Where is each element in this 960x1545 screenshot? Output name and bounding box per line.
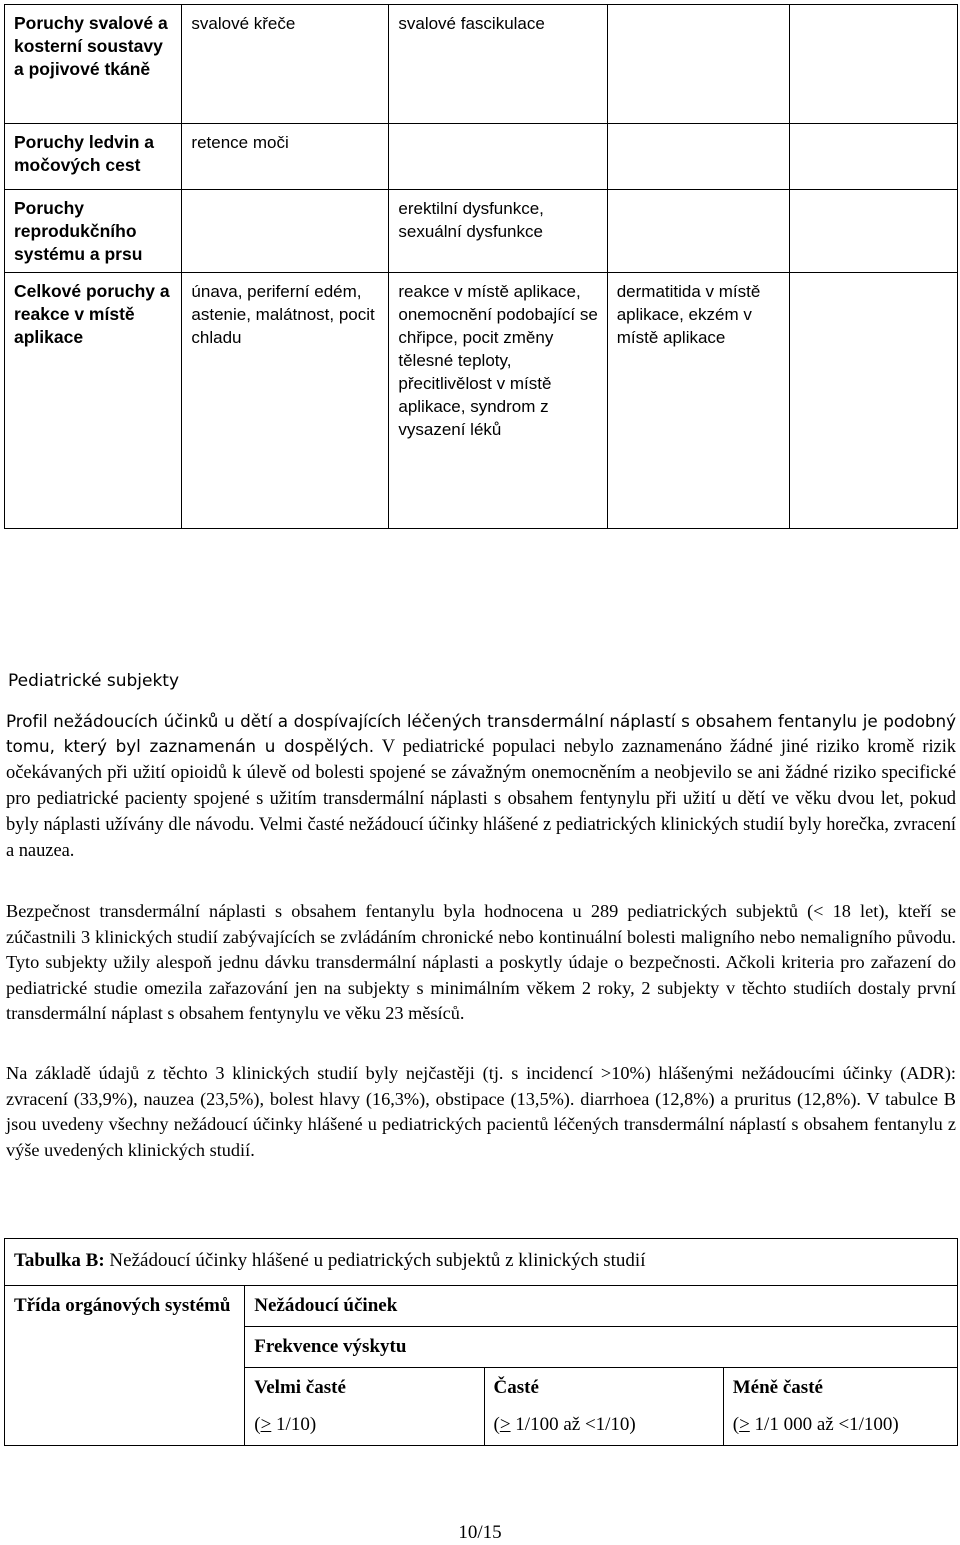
uncommon-cell: reakce v místě aplikace, onemocnění podobající se chřipce, pocit změny tělesné teploty, přecitlivělost v místě aplikace, syndrom z vysazení léků: [389, 273, 607, 529]
common-cell: [182, 190, 389, 273]
paragraph-pediatric-profile: [6, 709, 956, 864]
table-row: [5, 273, 958, 529]
table-header-row: [5, 1286, 958, 1327]
common-cell: únava, periferní edém, astenie, malátnost, pocit chladu: [182, 273, 389, 529]
frequency-column-header: [245, 1368, 484, 1446]
table-b: [4, 1238, 958, 1446]
common-cell: svalové křeče: [182, 5, 389, 124]
table-row: [5, 5, 958, 124]
rare-cell: [607, 5, 789, 124]
common-cell: retence moči: [182, 124, 389, 190]
frequency-range-text: 1/10): [271, 1414, 317, 1435]
table-caption-label: Tabulka B:: [14, 1250, 105, 1271]
frequency-label: Velmi časté: [254, 1377, 346, 1398]
organ-class-cell: Poruchy svalové a kosterní soustavy a pojivové tkáně: [5, 5, 182, 124]
organ-class-header: Třída orgánových systémů: [5, 1286, 245, 1446]
frequency-range-text: 1/100 až <1/10): [510, 1414, 636, 1435]
paragraph-part: Profil nežádoucích účinků u dětí a dospívajících léčených transdermální náplastí s obsahem fentanylu je podobný tomu, který byl zaznamenán u dospělých.: [6, 711, 956, 756]
table-row: [5, 190, 958, 273]
frequency-range-text: 1/1 000 až <1/100): [749, 1414, 899, 1435]
rare-cell: [607, 190, 789, 273]
organ-class-cell: Celkové poruchy a reakce v místě aplikace: [5, 273, 182, 529]
organ-class-cell: Poruchy reprodukčního systému a prsu: [5, 190, 182, 273]
paragraph-part: V pediatrické populaci nebylo zaznamenáno žádné jiné riziko kromě rizik očekávaných při užití opioidů k úlevě od bolesti spojené se závažným onemocněním a neobjevilo se ani žádné riziko specifické pro pediatrické pacienty spojené s užitím transdermální náplasti s obsahem fentynylu při užití u dětí ve věku dvou let, pokud byly náplasti užívány dle návodu.: [6, 737, 957, 835]
frequency-label: Časté: [493, 1377, 539, 1398]
adverse-effects-table-continued: [4, 4, 958, 529]
unknown-cell: [789, 190, 957, 273]
frequency-column-header: [723, 1368, 957, 1446]
organ-class-cell: Poruchy ledvin a močových cest: [5, 124, 182, 190]
ge-symbol: >: [260, 1414, 272, 1435]
adr-header: Nežádoucí účinek: [245, 1286, 958, 1327]
ge-symbol: >: [499, 1414, 511, 1435]
table-row: [5, 124, 958, 190]
uncommon-cell: [389, 124, 607, 190]
frequency-range: (> 1/10): [254, 1414, 317, 1435]
table-caption: [5, 1239, 958, 1286]
frequency-range: (> 1/1 000 až <1/100): [732, 1414, 899, 1435]
page-number: 10/15: [458, 1522, 502, 1543]
frequency-range: (> 1/100 až <1/10): [493, 1414, 636, 1435]
frequency-header: Frekvence výskytu: [245, 1327, 958, 1368]
paragraph-adr-summary: Na základě údajů z těchto 3 klinických studií byly nejčastěji (tj. s incidencí >10%) hlášenými nežádoucími účinky (ADR): zvracení (33,9%), nauzea (23,5%), bolest hlavy (16,3%), obstipace (13,5%). diarrhoea (12,8%) a pruritus (12,8%). V tabulce B jsou uvedeny všechny nežádoucí účinky hlášené u pediatrických pacientů léčených transdermální náplastí s obsahem fentanylu z výše uvedených klinických studií.: [6, 1063, 956, 1160]
frequency-column-header: [484, 1368, 723, 1446]
frequency-label: Méně časté: [732, 1377, 823, 1398]
table-caption-row: [5, 1239, 958, 1286]
unknown-cell: [789, 124, 957, 190]
unknown-cell: [789, 273, 957, 529]
rare-cell: dermatitida v místě aplikace, ekzém v místě aplikace: [607, 273, 789, 529]
ge-symbol: >: [739, 1414, 750, 1435]
uncommon-cell: svalové fascikulace: [389, 5, 607, 124]
uncommon-cell: erektilní dysfunkce, sexuální dysfunkce: [389, 190, 607, 273]
paragraph-part: Velmi časté nežádoucí účinky hlášené z pediatrických klinických studií byly horečka, zvracení a nauzea.: [6, 815, 956, 861]
paragraph-safety-evaluation: Bezpečnost transdermální náplasti s obsahem fentanylu byla hodnocena u 289 pediatrických subjektů (< 18 let), kteří se zúčastnili 3 klinických studií zabývajících se zvládáním chronické nebo kontinuální bolesti maligního nebo nemaligního původu. Tyto subjekty užily alespoň jednu dávku transdermální náplasti a poskytly údaje o bezpečnosti. Ačkoli kriteria pro zařazení do pediatrické studie omezila zařazování jen na subjekty s minimálním věkem 2 roky, 2 subjekty v těchto studiích dostaly první transdermální náplast s obsahem fentynylu ve věku 23 měsíců.: [6, 901, 956, 1023]
rare-cell: [607, 124, 789, 190]
table-caption-text: Nežádoucí účinky hlášené u pediatrických subjektů z klinických studií: [104, 1250, 646, 1271]
unknown-cell: [789, 5, 957, 124]
section-heading: Pediatrické subjekty: [8, 671, 180, 691]
